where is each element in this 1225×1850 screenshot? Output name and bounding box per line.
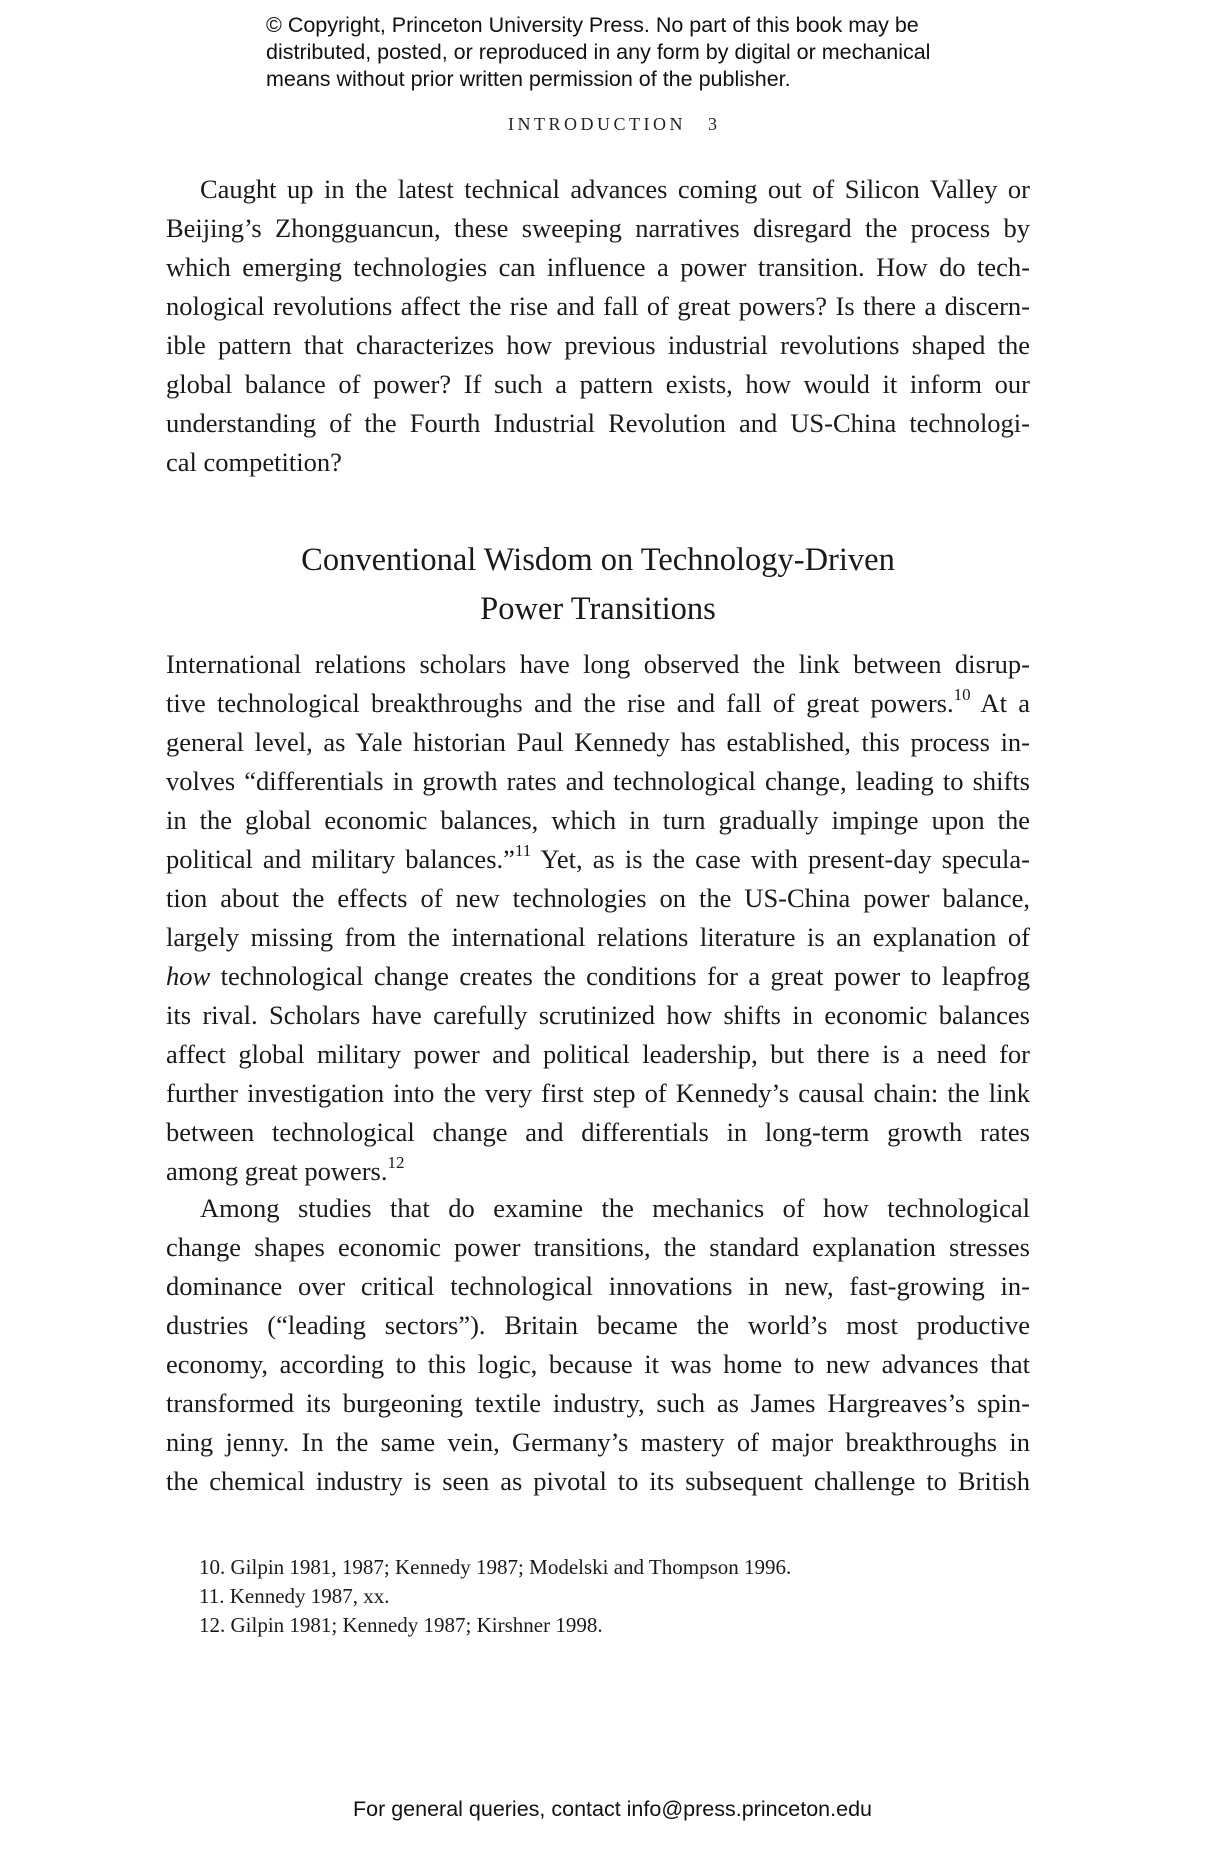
text-line: tion about the effects of new technologies on the US-China power balance, bbox=[166, 883, 1030, 913]
paragraph-1 bbox=[166, 170, 1030, 482]
text-line: change shapes economic power transitions, the standard explanation stresses bbox=[166, 1232, 1030, 1262]
text-line: Beijing’s Zhongguancun, these sweeping narratives disregard the process by bbox=[166, 213, 1030, 243]
paragraph-3 bbox=[166, 1189, 1030, 1501]
text-line: transformed its burgeoning textile industry, such as James Hargreaves’s spin- bbox=[166, 1388, 1030, 1418]
text-line: economy, according to this logic, because it was home to new advances that bbox=[166, 1349, 1030, 1379]
paragraph-2 bbox=[166, 645, 1030, 1191]
text-segment: Yet, as is the case with present-day specula- bbox=[531, 844, 1030, 874]
text-line: global balance of power? If such a pattern exists, how would it inform our bbox=[166, 369, 1030, 399]
text-line: Caught up in the latest technical advances coming out of Silicon Valley or bbox=[200, 174, 1030, 204]
text-line bbox=[166, 957, 1030, 996]
text-line: the chemical industry is seen as pivotal to its subsequent challenge to British bbox=[166, 1466, 1030, 1496]
page-number: 3 bbox=[707, 114, 717, 134]
footnote-ref-12[interactable]: 12 bbox=[387, 1153, 405, 1173]
text-line: dominance over critical technological innovations in new, fast-growing in- bbox=[166, 1271, 1030, 1301]
text-line: affect global military power and political leadership, but there is a need for bbox=[166, 1039, 1030, 1069]
contact-line: For general queries, contact info@press.princeton.edu bbox=[352, 1797, 872, 1821]
copyright-line: means without prior written permission of the publisher. bbox=[266, 67, 791, 91]
text-segment: tive technological breakthroughs and the rise and fall of great powers. bbox=[166, 688, 954, 718]
section-heading bbox=[166, 536, 1030, 634]
text-line: further investigation into the very first step of Kennedy’s causal chain: the link bbox=[166, 1078, 1030, 1108]
footnotes bbox=[199, 1553, 1019, 1640]
text-line: ning jenny. In the same vein, Germany’s mastery of major breakthroughs in bbox=[166, 1427, 1030, 1457]
text-line: understanding of the Fourth Industrial Revolution and US-China technologi- bbox=[166, 408, 1030, 438]
text-line: which emerging technologies can influence a power transition. How do tech- bbox=[166, 252, 1030, 282]
text-line: dustries (“leading sectors”). Britain became the world’s most productive bbox=[166, 1310, 1030, 1340]
text-line: between technological change and differentials in long-term growth rates bbox=[166, 1117, 1030, 1147]
text-line: Among studies that do examine the mechanics of how technological bbox=[200, 1193, 1030, 1223]
text-line bbox=[166, 1152, 1030, 1191]
text-segment: political and military balances.” bbox=[166, 844, 515, 874]
emphasis-how: how bbox=[166, 961, 211, 991]
text-line: cal competition? bbox=[166, 447, 342, 477]
text-segment: technological change creates the conditions for a great power to leapfrog bbox=[210, 961, 1030, 991]
text-line: nological revolutions affect the rise and fall of great powers? Is there a discern- bbox=[166, 291, 1030, 321]
footnote-10: 10. Gilpin 1981, 1987; Kennedy 1987; Modelski and Thompson 1996. bbox=[199, 1555, 792, 1579]
text-segment: among great powers. bbox=[166, 1156, 388, 1186]
footnote-ref-11[interactable]: 11 bbox=[514, 841, 532, 861]
text-line: its rival. Scholars have carefully scrutinized how shifts in economic balances bbox=[166, 1000, 1030, 1030]
text-line: general level, as Yale historian Paul Kennedy has established, this process in- bbox=[166, 727, 1030, 757]
text-line: ible pattern that characterizes how previous industrial revolutions shaped the bbox=[166, 330, 1030, 360]
section-heading-line: Power Transitions bbox=[480, 591, 716, 627]
footnote-ref-10[interactable]: 10 bbox=[953, 685, 971, 705]
footnote-12: 12. Gilpin 1981; Kennedy 1987; Kirshner 1998. bbox=[199, 1613, 603, 1637]
copyright-line: © Copyright, Princeton University Press. No part of this book may be bbox=[266, 13, 919, 37]
text-line bbox=[166, 840, 1030, 879]
running-head bbox=[0, 114, 1225, 135]
text-line: International relations scholars have long observed the link between disrup- bbox=[166, 649, 1030, 679]
section-heading-line: Conventional Wisdom on Technology-Driven bbox=[301, 542, 895, 578]
text-segment: At a bbox=[970, 688, 1030, 718]
text-line: in the global economic balances, which in turn gradually impinge upon the bbox=[166, 805, 1030, 835]
copyright-notice bbox=[266, 12, 1026, 93]
copyright-line: distributed, posted, or reproduced in any form by digital or mechanical bbox=[266, 40, 931, 64]
text-line: volves “differentials in growth rates and technological change, leading to shifts bbox=[166, 766, 1030, 796]
text-line bbox=[166, 684, 1030, 723]
footnote-11: 11. Kennedy 1987, xx. bbox=[199, 1584, 390, 1608]
text-line: largely missing from the international relations literature is an explanation of bbox=[166, 922, 1030, 952]
running-head-section: INTRODUCTION bbox=[508, 114, 686, 134]
